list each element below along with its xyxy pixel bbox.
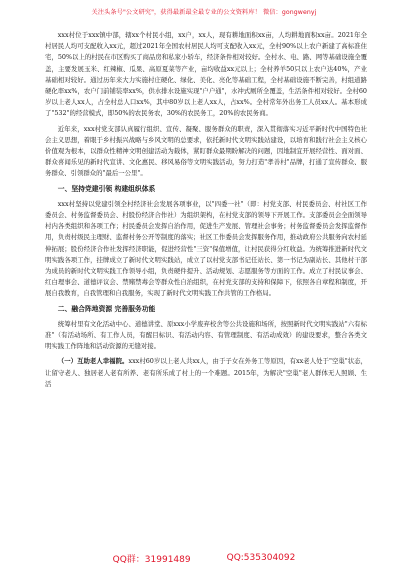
header-banner-text: 关注头条号"公文研究"，获得最新最全最专业的公文资料库！ 微信：gongwenyj [91,8,317,16]
qq-group-text: QQ群：31991489 [112,554,191,565]
footer-banner [0,547,408,569]
paragraph-village-overview: xxx村位于xxx镇中部，辖xx个村民小组，xx户，xx人，现有耕地面积xx亩，人均耕地面积xx亩。2021年全村居民人均可支配收入xx元，超过2021年全国农村居民人均可支配收入xx元，全村90%以上农户新建了高标准住宅，50%以上的村民在市区购买了商品房和私家小轿车，经济条件相对较好。全村水、电、路、网等基础设施全覆盖，主要发展玉米、红辣椒、瓜果、高原夏菜等产业，亩均收益xx元以上；全村养羊50只以上农户达40%，产业基础相对较好。通过历年来大力实施村庄硬化、绿化、美化、亮化等基础工程，全村基础设施不断完善，村组道路硬化率xx%，农户门前铺装率xx%，供水排水设施实现"户户通"，水冲式厕所全覆盖，生活条件相对较好。全村60岁以上老人xx人，占全村总人口xx%，其中80岁以上老人xx人，占xx%。全村常年外出务工人员xx人。基本形成了"532"的经营模式，即50%的农民务农，30%的农民务工，20%的农民务商。 [45,31,367,118]
paragraph-resource-integration: 统筹村里有文化活动中心、道德讲堂、原xxx小学废弃校舍等公共设施和场所，按照新时代文明实践站"六有标准"（有活动场所、有工作人员，有醒目标识、有活动内容、有管理制度、有活动成效）的建设要求，整合各类文明实践工作阵地和活动资源的无缝对接。 [45,319,367,351]
header-banner [0,0,408,22]
document-body [45,30,367,545]
paragraph-elderly-home-text: xxx村60岁以上老人共xx人，由于子女在外务工等原因，有xx老人处于"空巢"状态，让留守老人、独居老人老有所养、老有所乐成了村上的一个难题。2015年，为解决"空巢"老人群体无人照顾、生活 [45,357,367,388]
paragraph-organization-system: xxx村坚持以党建引领全村经济社会发展各项事业，以"四委一社"（即：村党支部、村民委员会、村社区工作委员会、村务监督委员会、村股份经济合作社）为组织架构，在村党支部的领导下开展工作。支部委员会全面领导村内各类组织和各项工作；村民委员会发挥自治作用，促进生产发展、管理社会事务；村务监督委员会发挥监督作用，负责村级民主理财、监督村务公开等制度的落实；社区工作委员会发挥服务作用，推动政府公共服务向农村延伸拓展；股份经济合作社发挥经济职能，促进经营性"三资"保值增值，让村民获得分红收益。为统筹推进新时代文明实践各项工作，挂牌成立了新时代文明实践站，成立了以村党支部书记任站长、第一书记为副站长、其他村干部为成员的新时代文明实践工作领导小组，负责硬件提升、活动规划、志愿服务等方面的工作。成立了村民议事会、红白理事会、道德评议会、禁赌禁毒会等群众性自治组织，在村党支部的支持和保障下，依照各自章程和制度，开展自我教育，自我管理和自我服务，实现了新时代文明实践工作共管的工作格局。 [45,199,367,298]
subsection-heading: （一）互助老人幸福院。 [57,357,129,366]
paragraph-party-branch-duties: 近年来，xxx村党支部认真履行组织、宣传、凝聚、服务群众的职责，深入贯彻落实习近平新时代中国特色社会主义思想，着眼于乡村振兴战略与乡风文明的总要求，依托新时代文明实践站建设，以培育和践行社会主义核心价值观为根本，以群众性精神文明创建活动为载体，紧盯群众最期盼解决的问题，因地制宜开展经营性、面对面、群众喜闻乐见的新时代宣讲、文化惠民、移风易俗等文明实践活动，努力打造"孝善村"品牌，打通了宣传群众、服务群众、引领群众的"最后一公里"。 [45,124,367,178]
section-heading-1: 一、坚持党建引领 构建组织体系 [57,184,156,193]
qq-contact-text: QQ:535304092 [226,553,296,563]
section-heading-2: 二、融合阵地资源 完善服务功能 [57,304,156,313]
paragraph-elderly-home [45,356,367,390]
